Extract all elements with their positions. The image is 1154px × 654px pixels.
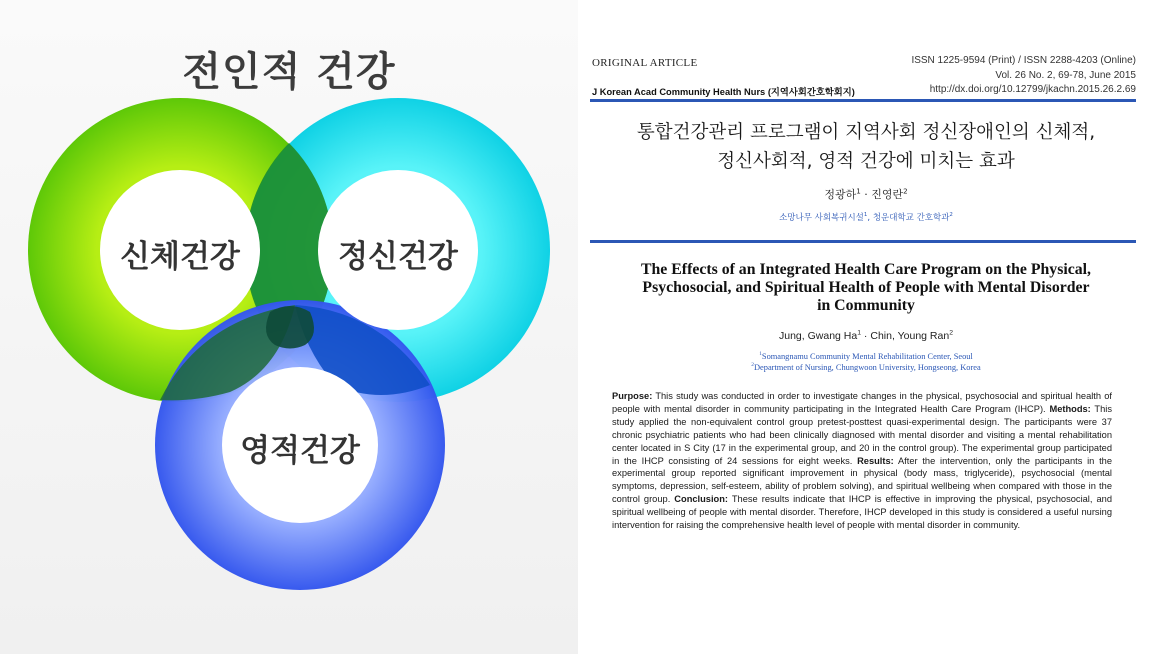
paper-page bbox=[578, 0, 1154, 654]
korean-title-line: 정신사회적, 영적 건강에 미치는 효과 bbox=[717, 151, 1015, 172]
section-rule bbox=[590, 240, 1136, 243]
conclusion-text: These results indicate that IHCP is effective in improving the physical, psychosocial, and spiritual wellbeing of people with mental disorder. Therefore, IHCP developed in this study is considered a useful nursing intervention for raising the comprehensive health level of people with mental disorder in community. bbox=[612, 494, 1112, 531]
issn: ISSN 1225-9594 (Print) / ISSN 2288-4203 (Online) bbox=[911, 55, 1136, 66]
journal-name: J Korean Acad Community Health Nurs (지역사회간호학회지) bbox=[592, 87, 855, 97]
article-type: ORIGINAL ARTICLE bbox=[592, 57, 698, 69]
header-rule bbox=[590, 99, 1136, 102]
english-affiliations: $^1$Somangnamu Community Mental Rehabilitation Center, Seoul $^2$Department of Nursing, Chungwoon University, Hongseong, Korea bbox=[751, 351, 981, 372]
purpose-text: This study was conducted in order to investigate changes in the physical, psychosocial and spiritual health of people with mental disorder in community participating in the Integrated Health Care Program (IHCP). bbox=[612, 391, 1112, 414]
results-label: Results: bbox=[857, 455, 894, 466]
korean-title-line: 통합건강관리 프로그램이 지역사회 정신장애인의 신체적, bbox=[636, 122, 1096, 143]
english-authors: Jung, Gwang $Ha^1$ · Chin, Young Ran$^2$ bbox=[779, 329, 953, 342]
spiritual-health-label: 영적건강 bbox=[240, 433, 360, 469]
affiliation: Department of Nursing, Chungwoon University, Hongseong, Korea bbox=[754, 363, 981, 372]
mental-health-label: 정신건강 bbox=[338, 239, 458, 275]
purpose-label: Purpose: bbox=[612, 391, 653, 401]
english-title-line: The Effects of an Integrated Health Care Program on the Physical, bbox=[640, 261, 1091, 278]
author-name: Chin, Young Ran bbox=[870, 330, 950, 342]
physical-health-label: 신체건강 bbox=[120, 239, 240, 275]
author-name: 정광하 bbox=[824, 188, 857, 201]
abstract bbox=[612, 390, 1112, 532]
korean-authors: 정광하$^1$ · 진영란$^2$ bbox=[824, 186, 908, 201]
korean-affiliations: 소망나무 사회복귀시설$^1$, 청운대학교 간호학과$^2$ bbox=[779, 212, 953, 223]
affiliation: Somangnamu Community Mental Rehabilitation Center, Seoul bbox=[761, 352, 973, 361]
methods-text: This study applied the non-equivalent control group pretest-posttest quasi-experimental design. The participants were 37 chronic psychiatric patients who had been clinically diagnosed with mental disorder and visiting a mental rehabilitation center located in S City (17 in the experimental group, and 20 in the control group). The experimental group participated in the IHCP consisting of 24 sessions for eight weeks. bbox=[612, 403, 1112, 466]
english-title-line: in Community bbox=[817, 297, 915, 314]
author-name: 진영란 bbox=[871, 188, 904, 201]
methods-label: Methods: bbox=[1049, 403, 1091, 414]
overlap-center bbox=[266, 306, 314, 349]
results-text: After the intervention, only the participants in the experimental group reported significant improvement in physical (body mass, triglyceride), psychosocial (mental symptoms, depression, self-esteem, ability of problem solving), and spiritual wellbeing when compared with those in the control group. bbox=[612, 455, 1112, 505]
english-title-line: Psychosocial, and Spiritual Health of People with Mental Disorder bbox=[642, 279, 1090, 296]
english-title bbox=[608, 261, 1124, 315]
conclusion-label: Conclusion: bbox=[674, 494, 729, 505]
volume-info: Vol. 26 No. 2, 69-78, June 2015 bbox=[995, 70, 1136, 81]
author-name: Jung, Gwang Ha bbox=[779, 330, 858, 342]
diagram-title: 전인적 건강 bbox=[182, 49, 396, 95]
korean-title bbox=[578, 118, 1154, 176]
doi-link[interactable]: http://dx.doi.org/10.12799/jkachn.2015.26.2.69 bbox=[929, 84, 1136, 95]
